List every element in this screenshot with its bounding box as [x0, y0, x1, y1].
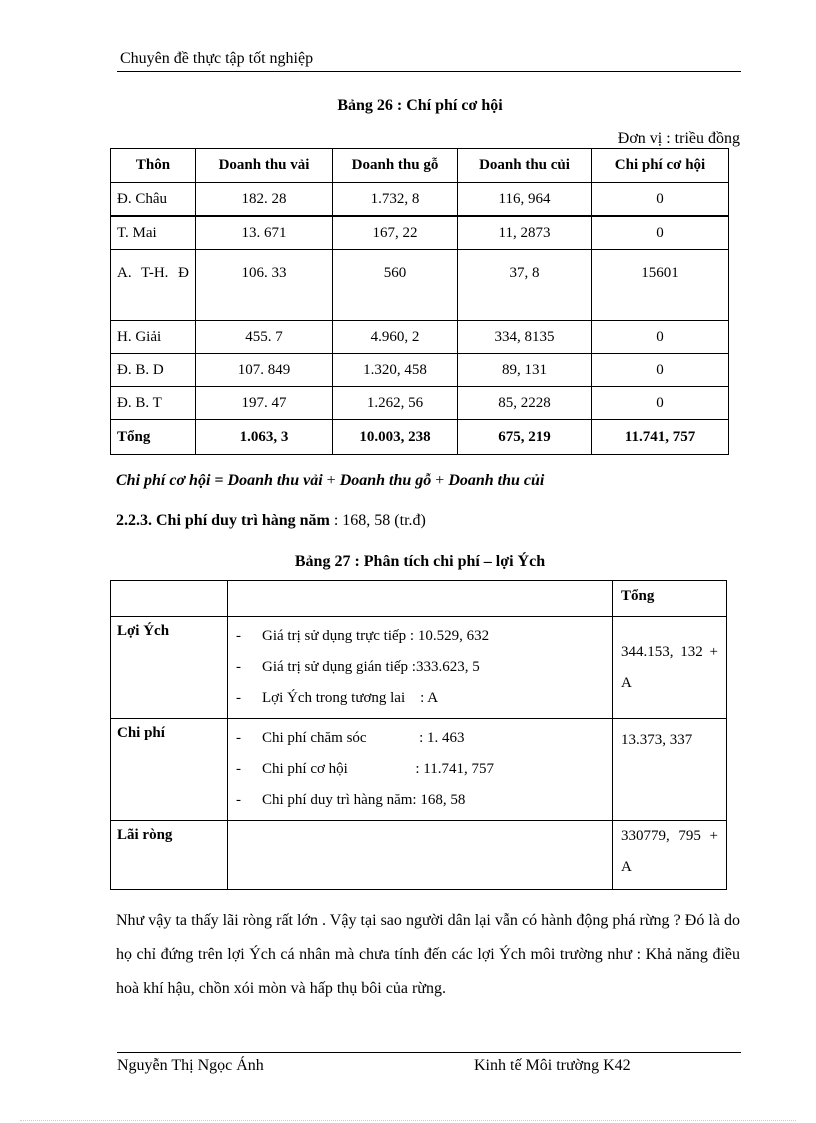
- table26-total-row: [111, 420, 729, 455]
- table-cell: 11, 2873: [458, 216, 592, 250]
- section-heading-text: 2.2.3. Chi phí duy trì hàng năm: [116, 512, 330, 529]
- table-cell: H. Giải: [111, 321, 196, 354]
- conclusion-paragraph: Như vậy ta thấy lãi ròng rất lớn . Vậy tại sao người dân lại vẫn có hành động phá rừng ? Đó là do họ chỉ đứng trên lợi Ých cá nhân mà chưa tính đến các lợi Ých môi trường như : Khả năng điều hoà khí hậu, chồn xói mòn và hấp thụ bôi của rừng.: [116, 912, 740, 997]
- footer-class: Kinh tế Môi trường K42: [474, 1057, 631, 1074]
- table-cell: [228, 821, 613, 890]
- table-row: [111, 183, 729, 217]
- page-header-title: Chuyên đề thực tập tốt nghiệp: [120, 50, 314, 67]
- table-row: [111, 617, 727, 719]
- row-label: Lãi ròng: [111, 821, 228, 890]
- table-cell: 1.262, 56: [333, 387, 458, 420]
- section-heading: [116, 512, 426, 530]
- table26-col-header: Doanh thu vải: [196, 149, 333, 183]
- table-cell: Đ. B. T: [111, 387, 196, 420]
- table-cell: 4.960, 2: [333, 321, 458, 354]
- section-value: : 168, 58 (tr.đ): [329, 512, 426, 529]
- table27: [110, 580, 727, 890]
- table-cell: 0: [592, 216, 729, 250]
- table-cell: 116, 964: [458, 183, 592, 217]
- table26: [110, 148, 729, 455]
- footer-author: Nguyễn Thị Ngọc Ánh: [117, 1057, 264, 1074]
- table-row: [111, 216, 729, 250]
- table-row: [111, 387, 729, 420]
- table-cell: Tổng: [111, 420, 196, 455]
- table-cell: 455. 7: [196, 321, 333, 354]
- table-cell: 0: [592, 321, 729, 354]
- list-item: - Giá trị sử dụng gián tiếp :333.623, 5: [236, 659, 480, 675]
- list-item: - Lợi Ých trong tương lai : A: [236, 690, 439, 706]
- table-cell: 13. 671: [196, 216, 333, 250]
- table-cell: 0: [592, 387, 729, 420]
- table-cell: 0: [592, 354, 729, 387]
- table-cell: 1.320, 458: [333, 354, 458, 387]
- header-rule: [117, 71, 741, 72]
- table-cell: 560: [333, 250, 458, 321]
- table-row: [111, 321, 729, 354]
- table-cell: 182. 28: [196, 183, 333, 217]
- table26-col-header: Doanh thu củi: [458, 149, 592, 183]
- formula-plus: +: [435, 472, 445, 489]
- table-cell: 85, 2228: [458, 387, 592, 420]
- row-label: Chi phí: [111, 719, 228, 821]
- table26-unit: Đơn vị : triều đồng: [617, 130, 740, 147]
- table-cell: Đ. B. D: [111, 354, 196, 387]
- row-label: Lợi Ých: [111, 617, 228, 719]
- opportunity-cost-formula: [116, 472, 544, 490]
- table-cell: Đ. Châu: [111, 183, 196, 217]
- table-cell: [111, 581, 228, 617]
- table-cell: 15601: [592, 250, 729, 321]
- table-cell: A. T-H. Đ: [111, 250, 196, 321]
- row-total: 330779, 795 + A: [613, 821, 727, 890]
- formula-plus: +: [326, 472, 336, 489]
- table27-header-row: [111, 581, 727, 617]
- table-cell: 10.003, 238: [333, 420, 458, 455]
- list-item: - Chi phí duy trì hàng năm: 168, 58: [236, 792, 466, 808]
- table-cell: 107. 849: [196, 354, 333, 387]
- formula-term: Doanh thu gỗ: [339, 472, 432, 489]
- table-cell: 11.741, 757: [592, 420, 729, 455]
- table26-col-header: Doanh thu gỗ: [333, 149, 458, 183]
- bullet-list: [228, 617, 613, 719]
- table-cell: 334, 8135: [458, 321, 592, 354]
- table27-total-header: Tổng: [613, 581, 727, 617]
- table-row: [111, 250, 729, 321]
- table26-col-header: Thôn: [111, 149, 196, 183]
- table-cell: 1.063, 3: [196, 420, 333, 455]
- table26-col-header: Chi phí cơ hội: [592, 149, 729, 183]
- list-item: - Chi phí cơ hội : 11.741, 757: [236, 761, 494, 777]
- table-cell: 89, 131: [458, 354, 592, 387]
- table26-header-row: [111, 149, 729, 183]
- row-total: 344.153, 132 + A: [613, 617, 727, 719]
- table-cell: [228, 581, 613, 617]
- table-cell: T. Mai: [111, 216, 196, 250]
- row-total: 13.373, 337: [613, 719, 727, 821]
- formula-lhs: Chi phí cơ hội = Doanh thu vải: [116, 472, 323, 489]
- table-cell: 37, 8: [458, 250, 592, 321]
- footer-rule: [117, 1052, 741, 1053]
- list-item: - Giá trị sử dụng trực tiếp : 10.529, 632: [236, 628, 490, 644]
- bullet-list: [228, 719, 613, 821]
- table-cell: 197. 47: [196, 387, 333, 420]
- table-row: [111, 719, 727, 821]
- table-cell: 1.732, 8: [333, 183, 458, 217]
- page-edge-divider: [20, 1120, 796, 1121]
- table-cell: 167, 22: [333, 216, 458, 250]
- table-cell: 106. 33: [196, 250, 333, 321]
- table-cell: 0: [592, 183, 729, 217]
- table-cell: 675, 219: [458, 420, 592, 455]
- list-item: - Chi phí chăm sóc : 1. 463: [236, 730, 465, 746]
- formula-term: Doanh thu củi: [448, 472, 545, 489]
- table27-caption: Bảng 27 : Phân tích chi phí – lợi Ých: [294, 553, 546, 570]
- table-row: [111, 821, 727, 890]
- table-row: [111, 354, 729, 387]
- table26-caption: Bảng 26 : Chí phí cơ hội: [337, 97, 503, 114]
